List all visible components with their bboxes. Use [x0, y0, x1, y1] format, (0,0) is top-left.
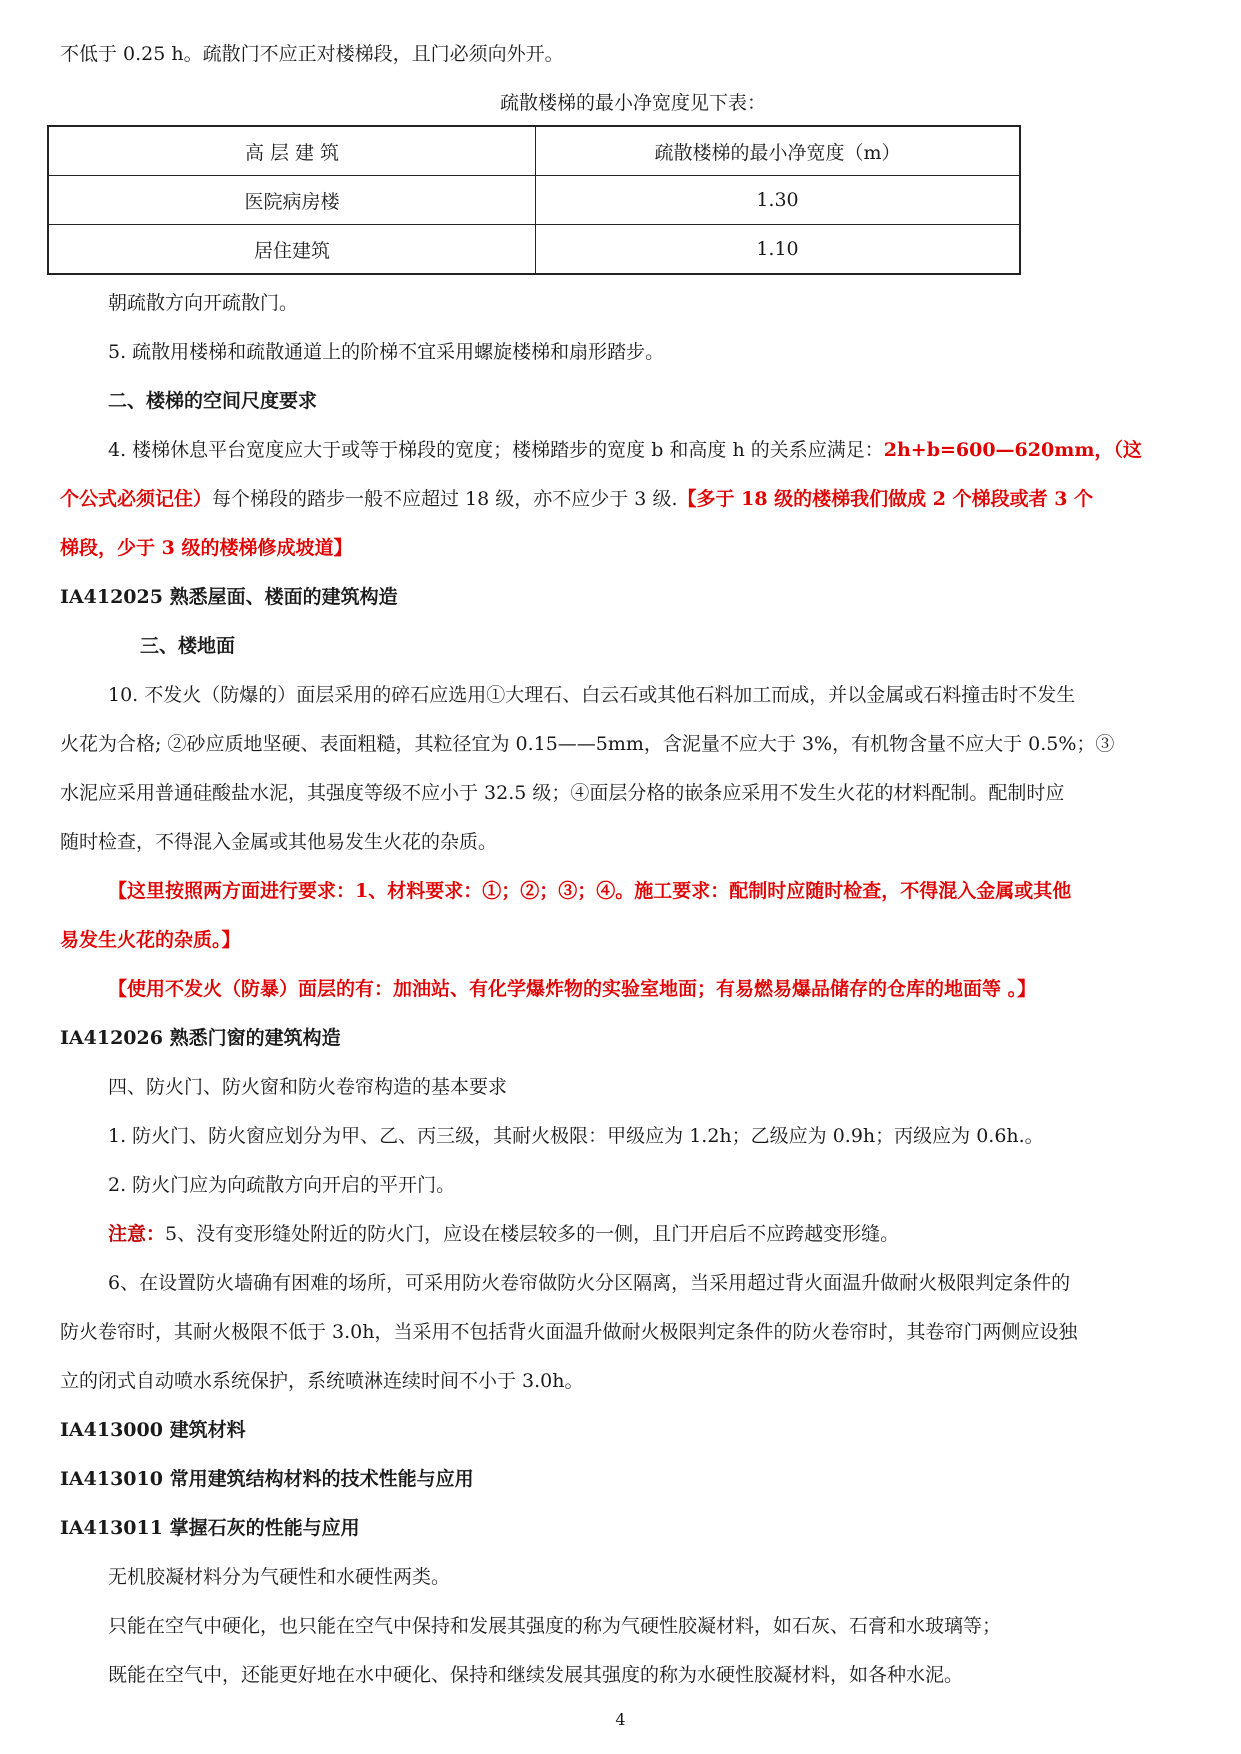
paragraph-line: 6、在设置防火墙确有困难的场所，可采用防火卷帘做防火分区隔离，当采用超过背火面温升做耐火极限判定条件的: [108, 1272, 1071, 1294]
table-caption: 疏散楼梯的最小净宽度见下表：: [500, 92, 767, 114]
table-cell: 1.30: [536, 176, 1021, 225]
section-heading: 三、楼地面: [140, 635, 236, 657]
note-label: 注意：: [108, 1223, 166, 1245]
emphasis-text: 2h+b=600—620mm，（这: [883, 439, 1142, 461]
emphasis-line: 【这里按照两方面进行要求：1、材料要求：①；②；③；④。施工要求：配制时应随时检查，不得混入金属或其他: [108, 880, 1072, 902]
paragraph-line: [108, 438, 1206, 462]
paragraph-line: 既能在空气中，还能更好地在水中硬化、保持和继续发展其强度的称为水硬性胶凝材料，如各种水泥。: [108, 1664, 964, 1686]
section-heading: IA413011 掌握石灰的性能与应用: [60, 1517, 360, 1539]
paragraph-line: 1. 防火门、防火窗应划分为甲、乙、丙三级，其耐火极限：甲级应为 1.2h；乙级应为 0.9h；丙级应为 0.6h.。: [108, 1125, 1044, 1147]
paragraph-line: 防火卷帘时，其耐火极限不低于 3.0h，当采用不包括背火面温升做耐火极限判定条件的防火卷帘时，其卷帘门两侧应设独: [60, 1321, 1078, 1343]
emphasis-text: 个公式必须记住）: [60, 488, 213, 510]
paragraph-text: 每个梯段的踏步一般不应超过 18 级，亦不应少于 3 级.: [212, 488, 678, 510]
paragraph-line: 随时检查，不得混入金属或其他易发生火花的杂质。: [60, 831, 498, 853]
emphasis-text: 【多于 18 级的楼梯我们做成 2 个梯段或者 3 个: [677, 488, 1094, 510]
section-heading: IA412025 熟悉屋面、楼面的建筑构造: [60, 586, 398, 608]
stair-width-table: [47, 125, 1021, 275]
page-number: 4: [615, 1710, 626, 1729]
section-heading: 二、楼梯的空间尺度要求: [108, 390, 318, 412]
paragraph-line: 水泥应采用普通硅酸盐水泥，其强度等级不应小于 32.5 级；④面层分格的嵌条应采用不发生火花的材料配制。配制时应: [60, 782, 1065, 804]
paragraph-line: 立的闭式自动喷水系统保护，系统喷淋连续时间不小于 3.0h。: [60, 1370, 584, 1392]
paragraph-line: 无机胶凝材料分为气硬性和水硬性两类。: [108, 1566, 451, 1588]
table-row: [48, 176, 1020, 225]
table-header-cell: 疏散楼梯的最小净宽度（m）: [536, 126, 1021, 176]
paragraph-line: 只能在空气中硬化，也只能在空气中保持和发展其强度的称为气硬性胶凝材料，如石灰、石膏和水玻璃等；: [108, 1615, 1002, 1637]
paragraph-line: 5. 疏散用楼梯和疏散通道上的阶梯不宜采用螺旋楼梯和扇形踏步。: [108, 341, 665, 363]
table-cell: 1.10: [536, 225, 1021, 275]
paragraph-line: 2. 防火门应为向疏散方向开启的平开门。: [108, 1174, 456, 1196]
note-line: [108, 1222, 899, 1246]
emphasis-line: 易发生火花的杂质。】: [60, 929, 241, 951]
table-cell: 居住建筑: [48, 225, 536, 275]
section-heading: IA413000 建筑材料: [60, 1419, 246, 1441]
paragraph-line: 不低于 0.25 h。疏散门不应正对楼梯段，且门必须向外开。: [60, 43, 564, 65]
section-heading: IA413010 常用建筑结构材料的技术性能与应用: [60, 1468, 474, 1490]
paragraph-line: 10. 不发火（防爆的）面层采用的碎石应选用①大理石、白云石或其他石料加工而成，并以金属或石料撞击时不发生: [108, 684, 1076, 706]
paragraph-text: 4. 楼梯休息平台宽度应大于或等于梯段的宽度；楼梯踏步的宽度 b 和高度 h 的关系应满足：: [108, 439, 884, 461]
paragraph-line: 朝疏散方向开疏散门。: [108, 292, 299, 314]
emphasis-line: 【使用不发火（防暴）面层的有：加油站、有化学爆炸物的实验室地面；有易燃易爆品储存的仓库的地面等 。】: [108, 978, 1037, 1000]
table-cell: 医院病房楼: [48, 176, 536, 225]
paragraph-line: 四、防火门、防火窗和防火卷帘构造的基本要求: [108, 1076, 508, 1098]
emphasis-line: 梯段，少于 3 级的楼梯修成坡道】: [60, 537, 353, 559]
table-header-row: [48, 126, 1020, 176]
paragraph-line: [60, 487, 1093, 511]
paragraph-line: 火花为合格; ②砂应质地坚硬、表面粗糙，其粒径宜为 0.15——5mm，含泥量不应大于 3%，有机物含量不应大于 0.5%；③: [60, 733, 1115, 755]
table-row: [48, 225, 1020, 275]
section-heading: IA412026 熟悉门窗的建筑构造: [60, 1027, 341, 1049]
table-header-cell: 高 层 建 筑: [48, 126, 536, 176]
note-text: 5、没有变形缝处附近的防火门，应设在楼层较多的一侧，且门开启后不应跨越变形缝。: [165, 1223, 900, 1245]
